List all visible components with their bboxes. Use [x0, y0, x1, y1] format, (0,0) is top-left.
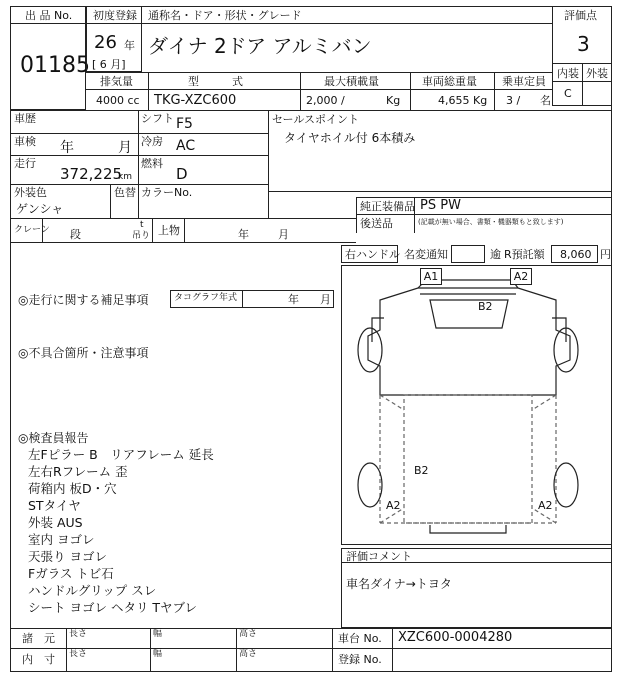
name-change-box: [451, 245, 485, 263]
first-reg-year: 26: [94, 32, 117, 53]
tacho-month: 月: [320, 293, 331, 306]
interior-grade: C: [564, 87, 572, 100]
comment-text: 車名ダイナ→トヨタ: [346, 577, 452, 591]
dim-length-label: 長さ: [69, 649, 88, 659]
aftermarket-label: 後送品: [360, 217, 393, 230]
dim-height-label: 高さ: [239, 649, 258, 659]
inspector-items: [28, 446, 328, 616]
spec-length-label: 長さ: [69, 629, 88, 639]
first-reg-year-unit: 年: [124, 39, 135, 52]
aftermarket-note: (記載が無い場合、書類・機器類もと致します): [418, 218, 564, 226]
inspector-item: 左右Rフレーム 歪: [28, 464, 128, 479]
chassis-label: 車台 No.: [338, 632, 382, 645]
shift-value: F5: [176, 116, 193, 132]
inspection-year: 年: [60, 140, 74, 156]
history-label: 車歴: [14, 112, 36, 125]
r-record-label: R預託額: [504, 248, 545, 261]
mileage-label: 走行: [14, 157, 36, 170]
displacement-value: 4000 cc: [96, 94, 140, 107]
inspection-label: 車検: [14, 135, 36, 148]
sales-point-text: タイヤホイル付 6本積み: [284, 131, 416, 145]
inspector-item: 室内 ヨゴレ: [28, 532, 95, 547]
color-value: ゲンシャ: [16, 202, 64, 216]
inspector-item: STタイヤ: [28, 498, 81, 513]
inspector-item: 外装 AUS: [28, 515, 83, 530]
score-value: 3: [577, 32, 590, 56]
mileage-unit: km: [118, 172, 132, 182]
inspector-item: シート ヨゴレ ヘタリ Tヤブレ: [28, 600, 198, 615]
name-change-label: 名変通知: [404, 248, 448, 261]
inspector-item: 天張り ヨゴレ: [28, 549, 107, 564]
crane-stage: 段: [70, 228, 81, 241]
first-reg-label: 初度登録: [93, 9, 137, 22]
ac-label: 冷房: [141, 135, 163, 148]
car-name: ダイナ 2ドア アルミバン: [148, 34, 372, 58]
specs-label: 諸 元: [22, 632, 55, 645]
max-load-unit: Kg: [386, 94, 401, 107]
inspector-item: Fガラス トビ石: [28, 566, 114, 581]
displacement-label: 排気量: [100, 75, 133, 88]
max-load-value: 2,000 /: [306, 94, 345, 107]
damage-mark-rear-right: A2: [538, 499, 553, 512]
tacho-year: 年: [288, 293, 299, 306]
equipment-label: 純正装備品: [360, 200, 415, 213]
sales-point-label: セールスポイント: [272, 113, 360, 126]
dims-label: 内 寸: [22, 653, 55, 666]
defect-notes-label: ◎不具合箇所・注意事項: [18, 346, 149, 360]
gross-weight-label: 車両総重量: [422, 75, 477, 88]
score-label: 評価点: [564, 9, 597, 22]
spec-height-label: 高さ: [239, 629, 258, 639]
ac-value: AC: [176, 138, 196, 154]
lift-label: 上物: [158, 224, 180, 237]
steering-value: 右ハンドル: [345, 248, 400, 261]
color-no-label: カラーNo.: [141, 186, 193, 199]
lift-month: 月: [278, 228, 289, 241]
equipment-value: PS PW: [420, 198, 461, 213]
comment-label: 評価コメント: [346, 550, 412, 563]
deadline-label: 逾: [490, 248, 501, 261]
model-value: TKG-XZC600: [154, 93, 237, 108]
gross-weight-value: 4,655 Kg: [438, 94, 488, 107]
damage-mark-front-right: A2: [510, 268, 532, 285]
dim-width-label: 幅: [153, 649, 163, 659]
interior-label: 内装: [557, 67, 579, 80]
inspector-item: 荷箱内 板D・穴: [28, 481, 117, 496]
color-label: 外装色: [14, 186, 47, 199]
chassis-number: XZC600-0004280: [398, 630, 513, 645]
first-reg-month: [ 6 月]: [92, 58, 126, 71]
capacity-label: 乗車定員: [502, 75, 546, 88]
exterior-label: 外装: [586, 67, 608, 80]
inspector-report-label: ◎検査員報告: [18, 431, 89, 445]
damage-mark-left-frame: B2: [414, 464, 429, 477]
r-record-value: 8,060: [560, 248, 592, 261]
fuel-label: 燃料: [141, 157, 163, 170]
lot-label: 出 品 No.: [25, 9, 73, 22]
damage-mark-rear-left: A2: [386, 499, 401, 512]
inspector-item: ハンドルグリップ スレ: [28, 583, 157, 598]
driving-notes-label: ◎走行に関する補足事項: [18, 293, 149, 307]
fuel-value: D: [176, 165, 188, 183]
tacho-label: タコグラフ年式: [174, 293, 238, 303]
shift-label: シフト: [141, 112, 174, 125]
capacity-value: 3 /: [506, 94, 521, 107]
lift-year: 年: [238, 228, 249, 241]
car-name-label: 通称名・ドア・形状・グレード: [148, 9, 302, 22]
color-change-label: 色替: [114, 186, 136, 199]
diagram-frame: [341, 265, 612, 545]
lot-number: 01185: [20, 53, 90, 78]
crane-label: クレーン: [14, 225, 50, 235]
capacity-unit: 名: [540, 94, 551, 107]
damage-mark-front-left: A1: [420, 268, 442, 285]
mileage-value: 372,225: [60, 165, 123, 183]
r-record-unit: 円: [600, 248, 611, 261]
max-load-label: 最大積載量: [324, 75, 379, 88]
inspector-item: 左Fピラー B リアフレーム 延長: [28, 447, 214, 462]
model-label: 型 式: [188, 75, 243, 88]
crane-lift: 吊り: [132, 231, 151, 241]
crane-lift-t: t: [140, 220, 144, 230]
spec-width-label: 幅: [153, 629, 163, 639]
registration-label: 登録 No.: [338, 653, 382, 666]
damage-mark-cab: B2: [478, 300, 493, 313]
inspection-month: 月: [118, 140, 132, 156]
